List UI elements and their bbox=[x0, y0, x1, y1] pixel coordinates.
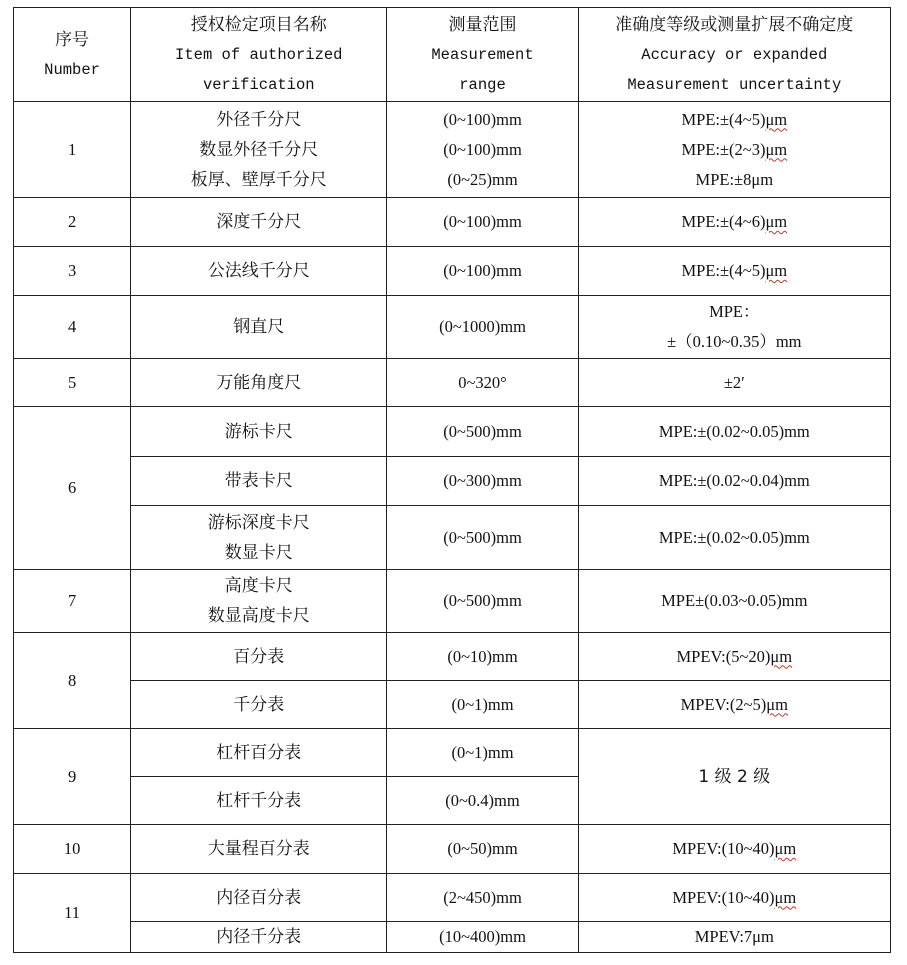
accuracy-text: MPE:±(2~3) bbox=[681, 139, 766, 159]
accuracy-text: MPE:±(4~5) bbox=[681, 261, 766, 280]
range-value: (0~100)mm bbox=[443, 109, 522, 129]
range-value: (0~50)mm bbox=[387, 825, 578, 874]
header-accuracy bbox=[578, 8, 890, 102]
range-value: (0~1000)mm bbox=[387, 296, 578, 359]
authorization-table bbox=[13, 7, 891, 953]
range-value: (0~1)mm bbox=[387, 729, 578, 777]
row-number: 9 bbox=[14, 729, 131, 825]
item-name: 高度卡尺 bbox=[224, 576, 293, 596]
item-cell bbox=[131, 102, 387, 198]
accuracy-cell bbox=[578, 681, 890, 729]
accuracy-unit: μm bbox=[765, 109, 788, 129]
table-row bbox=[14, 729, 891, 777]
accuracy-value: MPE:±(0.02~0.04)mm bbox=[578, 457, 890, 506]
item-name: 公法线千分尺 bbox=[131, 247, 387, 296]
accuracy-text: MPE:±(4~5) bbox=[681, 109, 766, 129]
row-number: 2 bbox=[14, 198, 131, 247]
item-name: 内径千分表 bbox=[131, 922, 387, 953]
range-value: (0~0.4)mm bbox=[387, 777, 578, 825]
range-value: (0~300)mm bbox=[387, 457, 578, 506]
range-value: (0~100)mm bbox=[387, 198, 578, 247]
accuracy-text: MPEV:(5~20) bbox=[676, 646, 771, 666]
range-value: (10~400)mm bbox=[387, 922, 578, 953]
header-number-en: Number bbox=[44, 60, 100, 79]
accuracy-unit: μm bbox=[765, 261, 788, 280]
accuracy-cell bbox=[578, 633, 890, 681]
header-range bbox=[387, 8, 578, 102]
accuracy-text: MPE:±8μm bbox=[695, 169, 774, 189]
row-number: 10 bbox=[14, 825, 131, 874]
header-item-en-2: verification bbox=[202, 75, 315, 94]
row-number: 8 bbox=[14, 633, 131, 729]
table-row bbox=[14, 102, 891, 198]
table-row bbox=[14, 570, 891, 633]
accuracy-cell bbox=[578, 874, 890, 922]
accuracy-value: MPE±(0.03~0.05)mm bbox=[578, 570, 890, 633]
item-name: 外径千分尺 bbox=[216, 109, 302, 130]
accuracy-unit: μm bbox=[774, 839, 797, 858]
row-number: 6 bbox=[14, 407, 131, 570]
item-name: 游标深度卡尺 bbox=[207, 512, 310, 533]
accuracy-cell bbox=[578, 825, 890, 874]
header-row bbox=[14, 8, 891, 102]
accuracy-text: MPE： bbox=[709, 302, 760, 321]
item-name: 带表卡尺 bbox=[131, 457, 387, 506]
table-row bbox=[14, 407, 891, 457]
accuracy-value: ±2′ bbox=[578, 359, 890, 407]
item-name: 内径百分表 bbox=[131, 874, 387, 922]
header-number bbox=[14, 8, 131, 102]
accuracy-cell bbox=[578, 198, 890, 247]
table-row bbox=[14, 506, 891, 570]
header-accuracy-en-1: Accuracy or expanded bbox=[641, 45, 828, 64]
accuracy-value: MPE:±(0.02~0.05)mm bbox=[578, 407, 890, 457]
accuracy-text: MPE:±(4~6) bbox=[681, 212, 766, 231]
row-number: 7 bbox=[14, 570, 131, 633]
accuracy-value: 1 级 2 级 bbox=[578, 729, 890, 825]
item-name: 板厚、壁厚千分尺 bbox=[190, 169, 327, 190]
table-row bbox=[14, 296, 891, 359]
header-number-zh: 序号 bbox=[55, 29, 90, 50]
table-row bbox=[14, 681, 891, 729]
row-number: 11 bbox=[14, 874, 131, 953]
item-name: 数显卡尺 bbox=[224, 542, 293, 563]
accuracy-unit: μm bbox=[766, 694, 788, 714]
header-accuracy-en-2: Measurement uncertainty bbox=[627, 75, 842, 94]
range-cell bbox=[387, 102, 578, 198]
item-name: 千分表 bbox=[131, 681, 387, 729]
item-cell bbox=[131, 506, 387, 570]
accuracy-value: MPE:±(0.02~0.05)mm bbox=[578, 506, 890, 570]
table-row bbox=[14, 457, 891, 506]
table-row bbox=[14, 247, 891, 296]
row-number: 1 bbox=[14, 102, 131, 198]
row-number: 3 bbox=[14, 247, 131, 296]
accuracy-unit: μm bbox=[765, 139, 788, 159]
item-name: 万能角度尺 bbox=[131, 359, 387, 407]
accuracy-value bbox=[581, 135, 888, 165]
item-cell bbox=[131, 570, 387, 633]
table-row bbox=[14, 198, 891, 247]
item-name: 深度千分尺 bbox=[131, 198, 387, 247]
range-value: (0~500)mm bbox=[387, 407, 578, 457]
range-value: (0~10)mm bbox=[387, 633, 578, 681]
accuracy-cell bbox=[578, 247, 890, 296]
header-item-zh: 授权检定项目名称 bbox=[190, 14, 327, 35]
header-accuracy-zh: 准确度等级或测量扩展不确定度 bbox=[615, 14, 854, 35]
table-row bbox=[14, 874, 891, 922]
range-value: (0~100)mm bbox=[443, 139, 522, 159]
table-row bbox=[14, 359, 891, 407]
range-value: (0~25)mm bbox=[447, 169, 518, 189]
accuracy-value bbox=[581, 105, 888, 135]
item-name: 杠杆千分表 bbox=[131, 777, 387, 825]
header-range-en-2: range bbox=[459, 75, 506, 94]
table-row bbox=[14, 825, 891, 874]
header-range-en-1: Measurement bbox=[431, 45, 534, 64]
accuracy-unit: μm bbox=[765, 212, 788, 231]
header-item bbox=[131, 8, 387, 102]
table-row bbox=[14, 633, 891, 681]
item-name: 大量程百分表 bbox=[131, 825, 387, 874]
accuracy-text: ±（0.10~0.35）mm bbox=[667, 332, 802, 351]
accuracy-unit: μm bbox=[774, 887, 797, 907]
accuracy-text: MPEV:(10~40) bbox=[672, 839, 775, 858]
accuracy-value: MPEV:7μm bbox=[578, 922, 890, 953]
accuracy-text: MPEV:(10~40) bbox=[672, 887, 775, 907]
row-number: 5 bbox=[14, 359, 131, 407]
item-name: 数显高度卡尺 bbox=[207, 606, 310, 626]
item-name: 杠杆百分表 bbox=[131, 729, 387, 777]
range-value: 0~320° bbox=[387, 359, 578, 407]
accuracy-cell bbox=[578, 296, 890, 359]
header-item-en-1: Item of authorized bbox=[175, 45, 343, 64]
accuracy-unit: μm bbox=[770, 646, 793, 666]
item-name: 百分表 bbox=[131, 633, 387, 681]
item-name: 数显外径千分尺 bbox=[199, 139, 319, 160]
item-name: 游标卡尺 bbox=[131, 407, 387, 457]
row-number: 4 bbox=[14, 296, 131, 359]
accuracy-value bbox=[581, 165, 888, 195]
accuracy-text: MPEV:(2~5) bbox=[680, 694, 767, 714]
range-value: (0~1)mm bbox=[387, 681, 578, 729]
item-name: 钢直尺 bbox=[131, 296, 387, 359]
header-range-zh: 测量范围 bbox=[448, 14, 517, 35]
accuracy-cell bbox=[578, 102, 890, 198]
range-value: (2~450)mm bbox=[387, 874, 578, 922]
range-value: (0~500)mm bbox=[387, 506, 578, 570]
range-value: (0~100)mm bbox=[387, 247, 578, 296]
table-row bbox=[14, 922, 891, 953]
range-value: (0~500)mm bbox=[387, 570, 578, 633]
